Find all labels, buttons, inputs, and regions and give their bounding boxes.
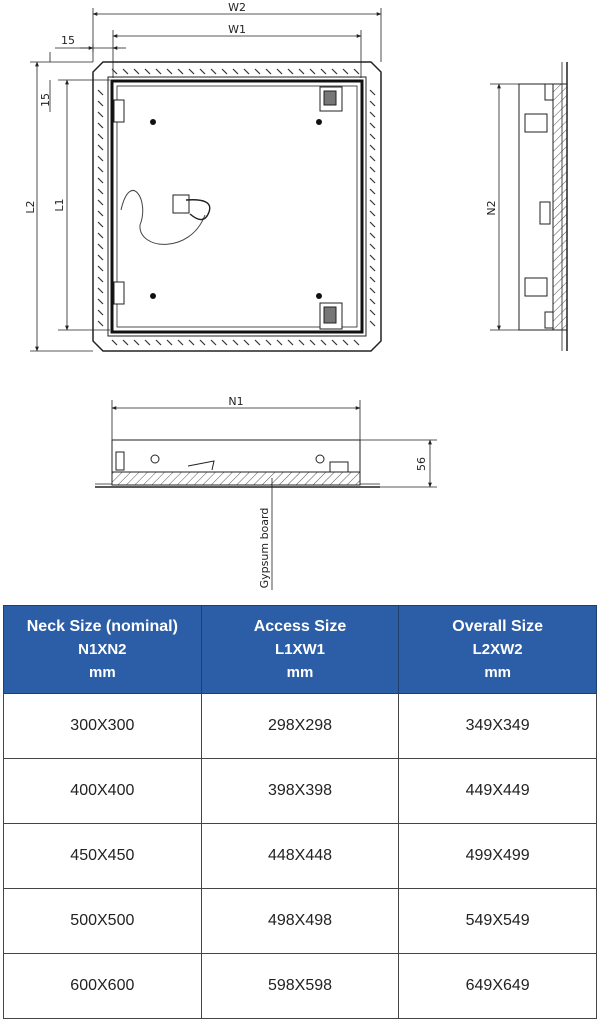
header-code: N1XN2 [78, 641, 127, 658]
table-cell: 499X499 [399, 824, 597, 889]
table-cell: 450X450 [4, 824, 202, 889]
table-row [4, 824, 597, 889]
table-row [4, 889, 597, 954]
header-neck-size [4, 606, 202, 694]
header-title: Neck Size (nominal) [26, 618, 178, 635]
header-access-size [201, 606, 399, 694]
header-code: L1XW1 [274, 641, 325, 658]
table-cell: 498X498 [201, 889, 399, 954]
n2-label: N2 [485, 200, 498, 216]
side-view [485, 62, 567, 351]
table-cell: 298X298 [201, 694, 399, 759]
header-code: L2XW2 [472, 641, 523, 658]
table-header-row [4, 606, 597, 694]
table-cell: 600X600 [4, 954, 202, 1019]
header-unit: mm [88, 664, 116, 681]
table-cell: 649X649 [399, 954, 597, 1019]
w2-label: W2 [228, 1, 246, 14]
gypsum-label: Gypsum board [258, 507, 271, 589]
header-title: Access Size [253, 618, 347, 635]
header-unit: mm [484, 664, 511, 681]
l1-label: L1 [53, 198, 66, 212]
header-unit: mm [286, 664, 314, 681]
table-row [4, 954, 597, 1019]
table-row [4, 759, 597, 824]
l2-label: L2 [24, 200, 37, 214]
table-cell: 398X398 [201, 759, 399, 824]
table-cell: 448X448 [201, 824, 399, 889]
section-view [95, 395, 437, 590]
n1-label: N1 [228, 395, 244, 408]
table-cell: 598X598 [201, 954, 399, 1019]
table-cell: 400X400 [4, 759, 202, 824]
header-title: Overall Size [452, 618, 544, 635]
table-row [4, 694, 597, 759]
table-cell: 549X549 [399, 889, 597, 954]
front-view [24, 1, 381, 351]
table-cell: 349X349 [399, 694, 597, 759]
table-cell: 500X500 [4, 889, 202, 954]
table-cell: 449X449 [399, 759, 597, 824]
dim-top-15: 15 [61, 34, 75, 47]
w1-label: W1 [228, 23, 246, 36]
table-cell: 300X300 [4, 694, 202, 759]
header-overall-size [399, 606, 597, 694]
depth-label: 56 [415, 457, 428, 471]
dim-side-15: 15 [39, 93, 52, 107]
size-table [3, 605, 597, 1019]
